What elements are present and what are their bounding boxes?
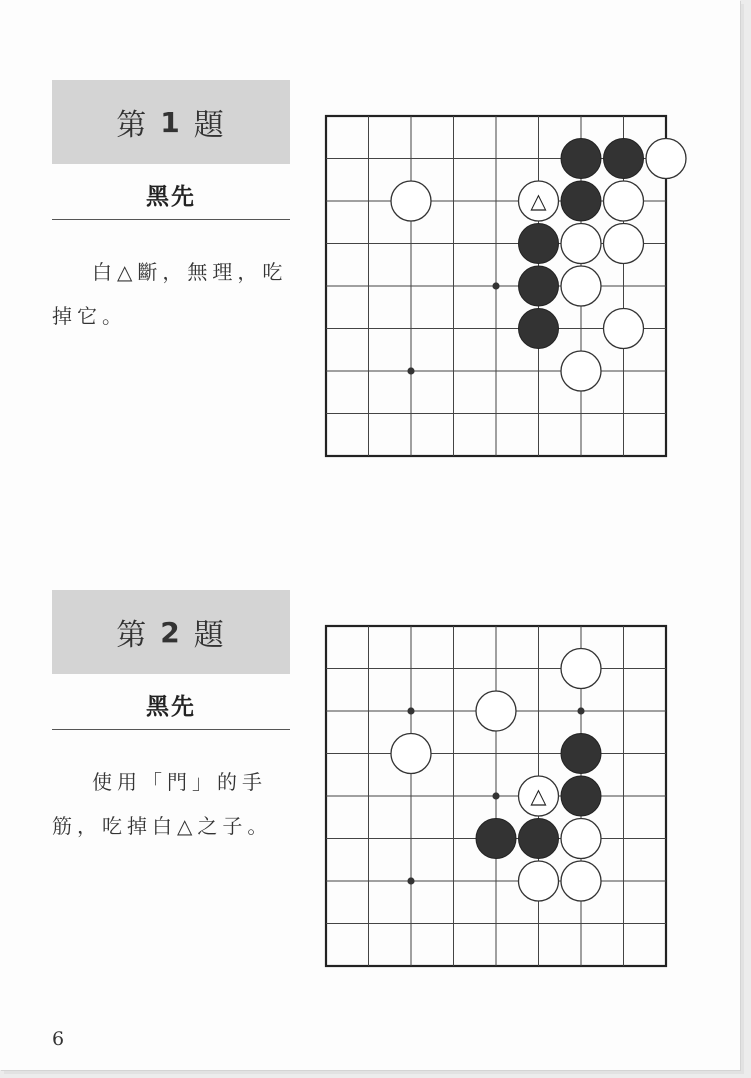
white-stone	[391, 734, 431, 774]
go-board	[318, 108, 698, 468]
black-stone	[476, 819, 516, 859]
black-stone	[561, 776, 601, 816]
go-board	[318, 618, 698, 978]
white-stone	[391, 181, 431, 221]
title-number: 1	[160, 105, 182, 139]
problem-2	[0, 590, 740, 990]
star-point	[407, 367, 414, 374]
white-stone	[476, 691, 516, 731]
black-stone	[561, 181, 601, 221]
white-stone	[646, 139, 686, 179]
problem-1	[0, 80, 740, 480]
title-prefix: 第	[116, 618, 149, 653]
white-stone	[561, 819, 601, 859]
problem-title	[52, 590, 290, 674]
problem-description: 使用「門」的手筋，吃掉白△之子。	[52, 770, 273, 838]
title-suffix: 題	[193, 618, 226, 653]
white-stone	[604, 181, 644, 221]
black-stone	[519, 224, 559, 264]
black-stone	[561, 139, 601, 179]
black-stone	[519, 309, 559, 349]
problem-title	[52, 80, 290, 164]
triangle-mark: △	[530, 189, 547, 213]
star-point	[407, 707, 414, 714]
white-stone	[561, 861, 601, 901]
star-point	[407, 877, 414, 884]
black-stone	[561, 734, 601, 774]
white-stone	[561, 649, 601, 689]
white-stone	[561, 224, 601, 264]
white-stone	[519, 861, 559, 901]
white-stone	[561, 266, 601, 306]
triangle-mark: △	[530, 784, 547, 808]
black-stone	[519, 819, 559, 859]
title-prefix: 第	[116, 108, 149, 143]
star-point	[492, 792, 499, 799]
side-to-move: 黑先	[52, 178, 290, 220]
page-number: 6	[52, 1028, 65, 1050]
title-number: 2	[160, 615, 182, 649]
black-stone	[604, 139, 644, 179]
white-stone	[561, 351, 601, 391]
title-suffix: 題	[193, 108, 226, 143]
star-point	[577, 707, 584, 714]
problem-description: 白△斷，無理，吃掉它。	[52, 260, 288, 328]
star-point	[492, 282, 499, 289]
side-to-move: 黑先	[52, 688, 290, 730]
white-stone	[604, 309, 644, 349]
white-stone	[604, 224, 644, 264]
black-stone	[519, 266, 559, 306]
